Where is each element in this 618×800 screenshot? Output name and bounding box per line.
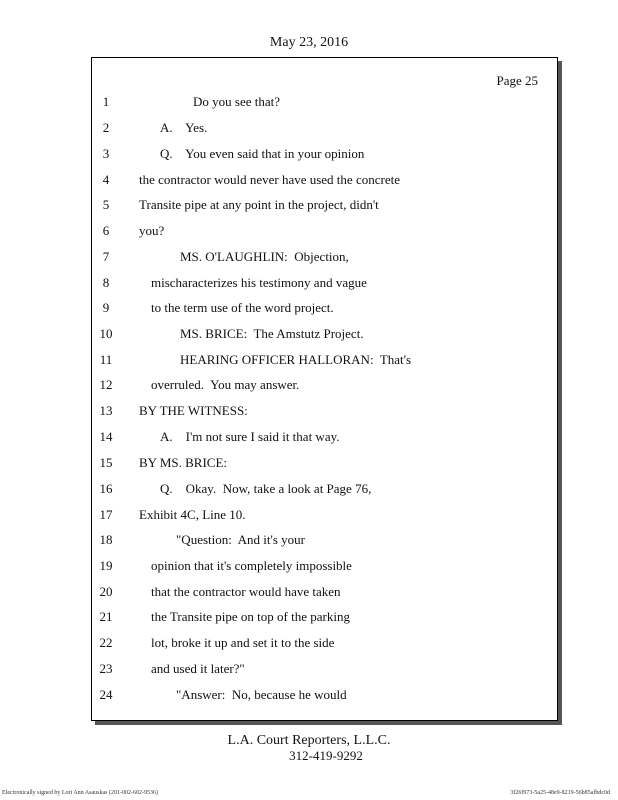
reporter-company: L.A. Court Reporters, L.L.C.	[227, 733, 391, 748]
line-text: A. Yes.	[160, 120, 208, 135]
line-text: mischaracterizes his testimony and vague	[151, 275, 367, 290]
line-number: 15	[99, 455, 113, 470]
line-text: "Answer: No, because he would	[176, 687, 347, 702]
line-text: that the contractor would have taken	[151, 584, 341, 599]
line-text: BY MS. BRICE:	[139, 455, 228, 470]
reporter-phone: 312-419-9292	[289, 748, 363, 763]
line-number: 7	[102, 249, 110, 264]
line-text: to the term use of the word project.	[151, 300, 334, 315]
line-number: 8	[102, 275, 110, 290]
line-text: the contractor would never have used the concrete	[139, 172, 400, 187]
line-number: 1	[102, 94, 110, 109]
line-text: "Question: And it's your	[176, 532, 305, 547]
line-number: 13	[99, 403, 113, 418]
line-number: 5	[102, 197, 110, 212]
line-number: 9	[102, 300, 110, 315]
line-text: Do you see that?	[193, 94, 281, 109]
line-text: the Transite pipe on top of the parking	[151, 609, 350, 624]
line-text: Q. Okay. Now, take a look at Page 76,	[160, 481, 372, 496]
line-number: 20	[99, 584, 113, 599]
line-number: 11	[99, 352, 113, 367]
line-text: MS. O'LAUGHLIN: Objection,	[180, 249, 349, 264]
line-number: 21	[99, 609, 113, 624]
line-number: 23	[99, 661, 113, 676]
line-number: 17	[99, 507, 113, 522]
line-number: 16	[99, 481, 113, 496]
line-number: 22	[99, 635, 113, 650]
line-text: and used it later?"	[151, 661, 245, 676]
line-number: 14	[99, 429, 113, 444]
electronic-signature: Electronically signed by Lori Ann Asauskas (201-002-602-9536)	[2, 790, 158, 796]
line-text: BY THE WITNESS:	[139, 403, 248, 418]
page-number: Page 25	[496, 73, 538, 88]
document-id: 3f26f973-5a25-48e9-8219-56b85afbdc0d	[510, 790, 610, 796]
transcript-date: May 23, 2016	[269, 35, 349, 50]
line-text: HEARING OFFICER HALLORAN: That's	[180, 352, 412, 367]
line-number: 12	[99, 377, 113, 392]
line-number: 19	[99, 558, 113, 573]
line-text: opinion that it's completely impossible	[151, 558, 352, 573]
line-text: you?	[139, 223, 165, 238]
line-text: A. I'm not sure I said it that way.	[160, 429, 340, 444]
line-number: 18	[99, 532, 113, 547]
line-text: Transite pipe at any point in the project, didn't	[139, 197, 379, 212]
line-text: lot, broke it up and set it to the side	[151, 635, 335, 650]
line-number: 4	[102, 172, 110, 187]
line-text: Exhibit 4C, Line 10.	[139, 507, 246, 522]
line-number: 3	[102, 146, 110, 161]
line-text: MS. BRICE: The Amstutz Project.	[180, 326, 364, 341]
line-text: Q. You even said that in your opinion	[160, 146, 365, 161]
line-number: 10	[99, 326, 113, 341]
line-number: 2	[102, 120, 110, 135]
line-text: overruled. You may answer.	[151, 377, 300, 392]
line-number: 24	[99, 687, 113, 702]
line-number: 6	[102, 223, 110, 238]
